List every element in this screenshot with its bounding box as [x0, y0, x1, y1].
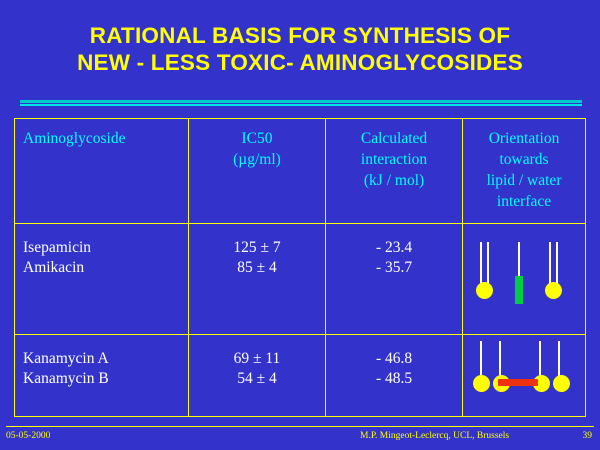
slide-footer — [0, 426, 600, 450]
table-header-row — [15, 119, 586, 224]
ic50-value: 125 ± 7 — [233, 239, 281, 257]
molecule-stick — [539, 341, 541, 379]
slide-title — [0, 0, 600, 76]
table-row — [15, 334, 586, 416]
compound-name: Kanamycin B — [23, 369, 109, 387]
molecule-head — [476, 282, 493, 299]
cell-compound-names — [15, 224, 189, 334]
cell-orientation-diagram — [463, 334, 586, 416]
molecule-stick — [480, 341, 482, 379]
cell-compound-names — [15, 334, 189, 416]
header-text: interaction — [360, 151, 428, 168]
ic50-value: 85 ± 4 — [237, 259, 277, 277]
interaction-value: - 23.4 — [375, 239, 413, 257]
compound-name: Isepamicin — [23, 239, 92, 257]
header-text: (kJ / mol) — [363, 172, 425, 189]
title-line-2: NEW - LESS TOXIC- AMINOGLYCOSIDES — [77, 50, 523, 75]
header-text: Calculated — [360, 130, 428, 147]
orientation-diagram-row2 — [463, 335, 585, 416]
cell-ic50-values — [188, 334, 325, 416]
molecule-stick — [558, 341, 560, 379]
footer-page-number: 39 — [582, 431, 592, 441]
title-divider-secondary — [20, 104, 582, 106]
compound-name: Amikacin — [23, 259, 85, 277]
footer-divider — [6, 426, 594, 427]
molecule-stick — [499, 341, 501, 379]
molecule-head — [553, 375, 570, 392]
molecule-head — [473, 375, 490, 392]
header-cell-orientation — [463, 119, 586, 224]
red-marker — [498, 379, 538, 386]
ic50-value: 69 ± 11 — [233, 349, 281, 367]
table-row — [15, 224, 586, 334]
compound-name: Kanamycin A — [23, 349, 109, 367]
cell-ic50-values — [188, 224, 325, 334]
header-text: Aminoglycoside — [23, 130, 126, 147]
title-divider — [20, 100, 582, 103]
header-cell-calculated-interaction — [326, 119, 463, 224]
cell-interaction-values — [326, 334, 463, 416]
molecule-head — [545, 282, 562, 299]
header-cell-aminoglycoside — [15, 119, 189, 224]
interaction-value: - 35.7 — [375, 259, 413, 277]
footer-credit: M.P. Mingeot-Leclercq, UCL, Brussels — [360, 431, 510, 441]
molecule-stick — [480, 242, 482, 286]
data-table — [14, 118, 586, 417]
header-text: IC50 — [241, 130, 273, 147]
header-text: interface — [496, 193, 552, 210]
molecule-stick — [549, 242, 551, 286]
ic50-value: 54 ± 4 — [237, 369, 277, 387]
molecule-stick — [556, 242, 558, 286]
orientation-diagram-row1 — [463, 224, 585, 333]
cell-interaction-values — [326, 224, 463, 334]
green-marker — [515, 276, 523, 304]
cell-orientation-diagram — [463, 224, 586, 334]
header-text: lipid / water — [486, 172, 562, 189]
title-line-1: RATIONAL BASIS FOR SYNTHESIS OF — [89, 23, 511, 48]
molecule-stick — [487, 242, 489, 286]
interaction-value: - 46.8 — [375, 349, 413, 367]
header-text: (µg/ml) — [233, 151, 281, 168]
footer-date: 05-05-2000 — [6, 431, 51, 441]
header-cell-ic50 — [188, 119, 325, 224]
data-table-container — [14, 118, 586, 417]
header-text: Orientation — [488, 130, 560, 147]
header-text: towards — [499, 151, 549, 168]
interaction-value: - 48.5 — [375, 369, 413, 387]
